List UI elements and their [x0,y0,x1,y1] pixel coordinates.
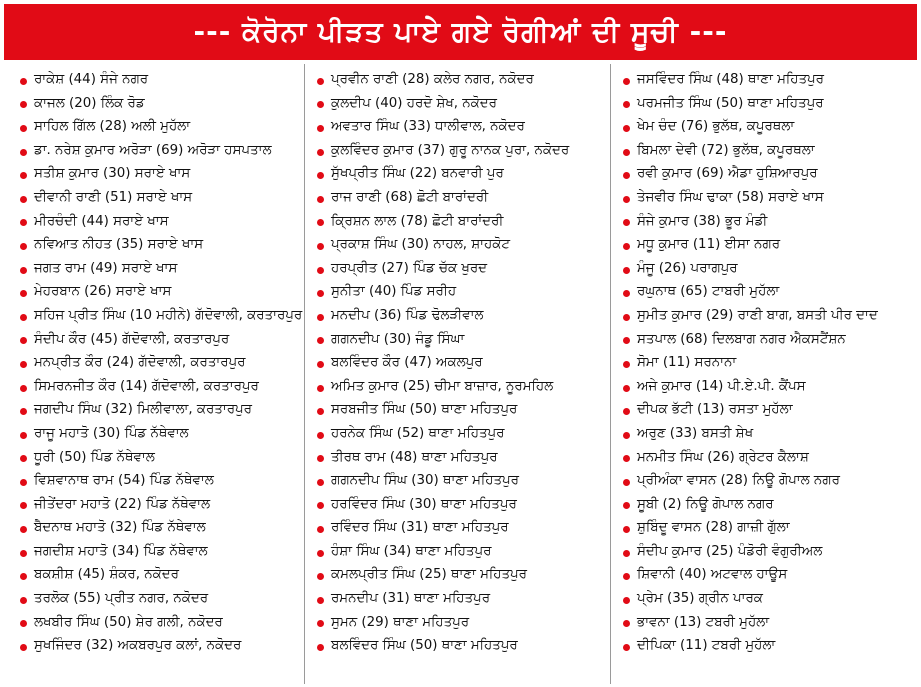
list-item [317,162,610,186]
bullet-icon [20,78,27,85]
bullet-icon [317,101,324,108]
bullet-icon [317,219,324,226]
list-item [623,469,917,493]
bullet-icon [317,597,324,604]
bullet-icon [317,243,324,250]
patient-entry: ਧੂਰੀ (50) ਪਿੰਡ ਨੱਥੇਵਾਲ [34,449,155,465]
bullet-icon [20,290,27,297]
patient-entry: ਜਗਦੀਪ ਸਿੰਘ (32) ਮਿਲੀਵਾਲਾ, ਕਰਤਾਰਪੁਰ [34,402,252,418]
patient-entry: ਸੰਜੇ ਕੁਮਾਰ (38) ਭੂਰ ਮੰਡੀ [637,213,768,229]
patient-list [20,64,304,658]
patient-entry: ਰਘੁਨਾਥ (65) ਟਾਬਰੀ ਮੁਹੱਲਾ [637,284,780,300]
patient-entry: ਸਿਮਰਨਜੀਤ ਕੌਰ (14) ਗੱਦੋਵਾਲੀ, ਕਰਤਾਰਪੁਰ [34,378,259,394]
list-item [623,422,917,446]
bullet-icon [20,101,27,108]
list-item [623,304,917,328]
list-item [317,233,610,257]
bullet-icon [623,219,630,226]
list-item [317,68,610,92]
patient-entry: ਰਵੀ ਕੁਮਾਰ (69) ਐਡਾ ਹੁਸ਼ਿਆਰਪੁਰ [637,166,818,182]
list-item [317,540,610,564]
bullet-icon [317,149,324,156]
list-item [317,516,610,540]
list-item [20,493,304,517]
list-item [317,92,610,116]
bullet-icon [317,502,324,509]
list-item [623,398,917,422]
list-item [20,375,304,399]
patient-list [623,64,917,658]
bullet-icon [20,385,27,392]
patient-entry: ਦੀਪਿਕਾ (11) ਟਬਰੀ ਮੁਹੱਲਾ [637,638,776,654]
list-item [317,375,610,399]
patient-entry: ਮੰਜੂ (26) ਪਰਾਗਪੁਰ [637,260,738,276]
patient-entry: ਸੁਖਜਿੰਦਰ (32) ਅਕਬਰਪੁਰ ਕਲਾਂ, ਨਕੋਦਰ [34,638,242,654]
list-item [317,469,610,493]
patient-entry: ਮਧੂ ਕੁਮਾਰ (11) ਈਸਾ ਨਗਰ [637,237,781,253]
list-item [623,257,917,281]
patient-entry: ਗਗਨਦੀਪ (30) ਜੰਡੂ ਸਿੰਘਾ [331,331,465,347]
bullet-icon [317,385,324,392]
patient-entry: ਤੀਰਥ ਰਾਮ (48) ਥਾਣਾ ਮਹਿਤਪੁਰ [331,449,498,465]
list-item [317,634,610,658]
list-item [623,540,917,564]
list-item [20,115,304,139]
patient-entry: ਕ੍ਰਿਸ਼ਨ ਲਾਲ (78) ਛੋਟੀ ਬਾਰਾਂਦਰੀ [331,213,504,229]
patient-entry: ਕੁਲਦੀਪ (40) ਹਰਦੋ ਸ਼ੇਖ, ਨਕੋਦਰ [331,95,497,111]
patient-entry: ਸੁਮਨ (29) ਥਾਣਾ ਮਹਿਤਪੁਰ [331,614,470,630]
bullet-icon [623,550,630,557]
bullet-icon [623,644,630,651]
list-item [20,516,304,540]
patient-entry: ਕਮਲਪ੍ਰੀਤ ਸਿੰਘ (25) ਥਾਣਾ ਮਹਿਤਪੁਰ [331,567,527,583]
list-item [623,516,917,540]
bullet-icon [20,502,27,509]
patient-entry: ਗਗਨਦੀਪ ਸਿੰਘ (30) ਥਾਣਾ ਮਹਿਤਪੁਰ [331,473,519,489]
bullet-icon [20,337,27,344]
column-2 [304,64,610,684]
patient-entry: ਮੀਰਚੰਦੀ (44) ਸਰਾਏ ਖਾਸ [34,213,169,229]
list-item [317,351,610,375]
bullet-icon [20,267,27,274]
patient-entry: ਮਨਪ੍ਰੀਤ ਕੌਰ (24) ਗੱਦੋਵਾਲੀ, ਕਰਤਾਰਪੁਰ [34,355,246,371]
bullet-icon [317,314,324,321]
bullet-icon [623,479,630,486]
bullet-icon [623,125,630,132]
list-item [20,257,304,281]
bullet-icon [623,337,630,344]
patient-entry: ਸਤਪਾਲ (68) ਦਿਲਬਾਗ ਨਗਰ ਐਕਸਟੈਂਸ਼ਨ [637,331,846,347]
list-item [20,280,304,304]
bullet-icon [623,526,630,533]
patient-entry: ਮੇਹਰਬਾਨ (26) ਸਰਾਏ ਖਾਸ [34,284,172,300]
list-item [317,280,610,304]
patient-entry: ਰਾਜ ਰਾਣੀ (68) ਛੋਟੀ ਬਾਰਾਂਦਰੀ [331,189,489,205]
list-item [20,469,304,493]
list-item [317,587,610,611]
patient-entry: ਪ੍ਰਕਾਸ਼ ਸਿੰਘ (30) ਨਾਹਲ, ਸ਼ਾਹਕੋਟ [331,237,510,253]
bullet-icon [623,172,630,179]
page-title: --- ਕੋਰੋਨਾ ਪੀੜਤ ਪਾਏ ਗਏ ਰੋਗੀਆਂ ਦੀ ਸੂਚੀ --- [193,15,728,48]
patient-entry: ਦੀਪਕ ਭੱਟੀ (13) ਰਸਤਾ ਮੁਹੱਲਾ [637,402,793,418]
list-item [623,611,917,635]
patient-entry: ਕੁਲਵਿੰਦਰ ਕੁਮਾਰ (37) ਗੁਰੂ ਨਾਨਕ ਪੁਰਾ, ਨਕੋਦਰ [331,142,570,158]
list-item [623,446,917,470]
list-item [317,115,610,139]
patient-entry: ਰਾਜੂ ਮਹਾਤੋ (30) ਪਿੰਡ ਨੱਥੇਵਾਲ [34,425,189,441]
list-item [623,375,917,399]
list-item [623,634,917,658]
bullet-icon [317,267,324,274]
bullet-icon [623,408,630,415]
list-item [317,493,610,517]
patient-entry: ਅਰੁਣ (33) ਬਸਤੀ ਸ਼ੇਖ [637,425,754,441]
list-item [20,351,304,375]
bullet-icon [20,361,27,368]
bullet-icon [317,573,324,580]
bullet-icon [317,479,324,486]
patient-entry: ਮਨਮੀਤ ਸਿੰਘ (26) ਗ੍ਰੇਟਰ ਕੈਲਾਸ਼ [637,449,809,465]
bullet-icon [317,644,324,651]
bullet-icon [20,597,27,604]
bullet-icon [20,219,27,226]
bullet-icon [20,243,27,250]
list-item [623,162,917,186]
patient-entry: ਭਾਵਨਾ (13) ਟਬਰੀ ਮੁਹੱਲਾ [637,614,770,630]
bullet-icon [623,455,630,462]
bullet-icon [623,243,630,250]
bullet-icon [317,125,324,132]
bullet-icon [20,314,27,321]
bullet-icon [623,502,630,509]
patient-entry: ਮਨਦੀਪ (36) ਪਿੰਡ ਢੋਲੜੀਵਾਲ [331,307,484,323]
bullet-icon [623,290,630,297]
bullet-icon [317,361,324,368]
list-item [20,587,304,611]
list-item [623,186,917,210]
bullet-icon [317,172,324,179]
list-item [317,257,610,281]
patient-entry: ਦੀਵਾਨੀ ਰਾਣੀ (51) ਸਰਾਏ ਖਾਸ [34,189,193,205]
list-item [623,351,917,375]
list-item [20,210,304,234]
bullet-icon [623,314,630,321]
patient-entry: ਨਵਿਆਤ ਨੀਹਤ (35) ਸਰਾਏ ਖਾਸ [34,237,204,253]
list-item [317,398,610,422]
list-item [317,304,610,328]
bullet-icon [623,196,630,203]
list-item [623,92,917,116]
list-item [623,115,917,139]
list-item [317,446,610,470]
patient-entry: ਸੁਮੀਤ ਕੁਮਾਰ (29) ਰਾਣੀ ਬਾਗ, ਬਸਤੀ ਪੀਰ ਦਾਦ [637,307,878,323]
patient-entry: ਸੰਦੀਪ ਕੌਰ (45) ਗੱਦੋਵਾਲੀ, ਕਰਤਾਰਪੁਰ [34,331,230,347]
bullet-icon [20,526,27,533]
list-item [20,92,304,116]
list-item [623,280,917,304]
patient-entry: ਹਰਨੇਕ ਸਿੰਘ (52) ਥਾਣਾ ਮਹਿਤਪੁਰ [331,425,505,441]
column-3 [610,64,917,684]
list-item [623,493,917,517]
patient-entry: ਬੈਦਨਾਥ ਮਹਾਤੋ (32) ਪਿੰਡ ਨੱਥੇਵਾਲ [34,520,206,536]
patient-entry: ਸੂਬੀ (2) ਨਿਊ ਗੋਪਾਲ ਨਗਰ [637,496,774,512]
list-item [317,422,610,446]
list-item [20,540,304,564]
patient-entry: ਰਾਕੇਸ਼ (44) ਸੰਜੇ ਨਗਰ [34,72,149,87]
patient-entry: ਰਵਿੰਦਰ ਸਿੰਘ (31) ਥਾਣਾ ਮਹਿਤਪੁਰ [331,520,509,536]
patient-entry: ਸਤੀਸ਼ ਕੁਮਾਰ (30) ਸਰਾਏ ਖਾਸ [34,166,191,182]
patient-entry: ਹੰਸ਼ਾ ਸਿੰਘ (34) ਥਾਣਾ ਮਹਿਤਪੁਰ [331,543,492,559]
patient-entry: ਬਲਵਿੰਦਰ ਸਿੰਘ (50) ਥਾਣਾ ਮਹਿਤਪੁਰ [331,638,518,654]
list-item [20,634,304,658]
list-item [20,563,304,587]
bullet-icon [317,196,324,203]
bullet-icon [623,78,630,85]
list-item [317,210,610,234]
bullet-icon [20,196,27,203]
patient-entry: ਅਮਿਤ ਕੁਮਾਰ (25) ਚੀਮਾ ਬਾਜ਼ਾਰ, ਨੂਰਮਹਿਲ [331,378,554,394]
bullet-icon [317,620,324,627]
patient-entry: ਵਿਸ਼ਵਾਨਾਥ ਰਾਮ (54) ਪਿੰਡ ਨੱਥੇਵਾਲ [34,473,214,489]
patient-entry: ਸੁੱਖਪ੍ਰੀਤ ਸਿੰਘ (22) ਬਨਵਾਰੀ ਪੁਰ [331,166,504,182]
patient-entry: ਸੁਨੀਤਾ (40) ਪਿੰਡ ਸਰੀਹ [331,284,457,300]
bullet-icon [623,620,630,627]
patient-entry: ਅਜੇ ਕੁਮਾਰ (14) ਪੀ.ਏ.ਪੀ. ਕੈਂਪਸ [637,378,806,394]
list-item [317,328,610,352]
bullet-icon [317,408,324,415]
patient-list-columns [4,64,917,684]
list-item [623,68,917,92]
patient-entry: ਸਾਹਿਲ ਗਿੱਲ (28) ਅਲੀ ਮੁਹੱਲਾ [34,119,191,135]
patient-entry: ਹਰਪ੍ਰੀਤ (27) ਪਿੰਡ ਚੱਕ ਖੁਰਦ [331,260,488,276]
patient-entry: ਬਲਵਿੰਦਰ ਕੌਰ (47) ਅਕਲਪੁਰ [331,355,483,371]
patient-entry: ਸੋਮਾ (11) ਸਰਨਾਨਾ [637,355,737,371]
list-item [20,68,304,92]
patient-entry: ਰਮਨਦੀਪ (31) ਥਾਣਾ ਮਹਿਤਪੁਰ [331,591,490,607]
patient-entry: ਹਰਵਿੰਦਰ ਸਿੰਘ (30) ਥਾਣਾ ਮਹਿਤਪੁਰ [331,496,517,512]
bullet-icon [317,432,324,439]
patient-entry: ਤਰਲੋਕ (55) ਪ੍ਰੀਤ ਨਗਰ, ਨਕੋਦਰ [34,591,209,607]
list-item [623,587,917,611]
list-item [317,139,610,163]
patient-entry: ਅਵਤਾਰ ਸਿੰਘ (33) ਧਾਲੀਵਾਲ, ਨਕੋਦਰ [331,119,525,135]
bullet-icon [20,455,27,462]
patient-entry: ਖੇਮ ਚੰਦ (76) ਭੁਲੱਥ, ਕਪੂਰਥਲਾ [637,119,795,135]
patient-entry: ਪ੍ਰੇਮ (35) ਗ੍ਰੀਨ ਪਾਰਕ [637,591,763,607]
bullet-icon [20,149,27,156]
bullet-icon [317,550,324,557]
list-item [623,563,917,587]
list-item [20,328,304,352]
bullet-icon [623,385,630,392]
bullet-icon [623,597,630,604]
list-item [20,611,304,635]
bullet-icon [20,573,27,580]
list-item [20,162,304,186]
patient-entry: ਸ਼ਿਵਾਨੀ (40) ਅਟਵਾਲ ਹਾਊਸ [637,567,788,583]
patient-entry: ਜਸਵਿੰਦਰ ਸਿੰਘ (48) ਥਾਣਾ ਮਹਿਤਪੁਰ [637,72,824,87]
bullet-icon [623,361,630,368]
bullet-icon [20,125,27,132]
patient-entry: ਸ਼ੁਬਿੰਦੂ ਵਾਸਨ (28) ਗਾਜ਼ੀ ਗੁੱਲਾ [637,520,790,536]
patient-entry: ਡਾ. ਨਰੇਸ਼ ਕੁਮਾਰ ਅਰੋੜਾ (69) ਅਰੋੜਾ ਹਸਪਤਾਲ [34,142,272,158]
list-item [20,139,304,163]
patient-entry: ਜਗਦੀਸ਼ ਮਹਾਤੋ (34) ਪਿੰਡ ਨੱਥੇਵਾਲ [34,543,208,559]
list-item [20,446,304,470]
bullet-icon [623,267,630,274]
list-item [20,233,304,257]
list-item [20,398,304,422]
patient-entry: ਕਾਜਲ (20) ਲਿੰਕ ਰੋਡ [34,95,145,111]
list-item [623,210,917,234]
bullet-icon [317,290,324,297]
patient-entry: ਪਰਮਜੀਤ ਸਿੰਘ (50) ਥਾਣਾ ਮਹਿਤਪੁਰ [637,95,824,111]
list-item [20,186,304,210]
bullet-icon [317,455,324,462]
bullet-icon [317,337,324,344]
column-1 [4,64,304,684]
bullet-icon [623,101,630,108]
patient-entry: ਜਗਤ ਰਾਮ (49) ਸਰਾਏ ਖਾਸ [34,260,178,276]
bullet-icon [317,78,324,85]
list-item [317,563,610,587]
bullet-icon [20,408,27,415]
list-item [20,422,304,446]
bullet-icon [623,573,630,580]
list-item [623,139,917,163]
list-item [20,304,304,328]
patient-list [317,64,610,658]
list-item [317,611,610,635]
bullet-icon [20,432,27,439]
bullet-icon [317,526,324,533]
patient-entry: ਪ੍ਰਵੀਨ ਰਾਣੀ (28) ਕਲੇਰ ਨਗਰ, ਨਕੋਦਰ [331,72,534,87]
header-banner [4,4,917,60]
list-item [623,328,917,352]
patient-entry: ਬਿਮਲਾ ਦੇਵੀ (72) ਭੁਲੱਥ, ਕਪੂਰਥਲਾ [637,142,815,158]
patient-entry: ਸੰਦੀਪ ਕੁਮਾਰ (25) ਪੰਡੋਰੀ ਵੰਗੁਰੀਅਲ [637,543,823,559]
patient-entry: ਤੇਜਵੀਰ ਸਿੰਘ ਢਾਕਾ (58) ਸਰਾਏ ਖਾਸ [637,189,824,205]
bullet-icon [20,644,27,651]
patient-entry: ਬਕਸ਼ੀਸ਼ (45) ਸ਼ੰਕਰ, ਨਕੋਦਰ [34,567,179,583]
list-item [623,233,917,257]
list-item [317,186,610,210]
patient-entry: ਸਰਬਜੀਤ ਸਿੰਘ (50) ਥਾਣਾ ਮਹਿਤਪੁਰ [331,402,518,418]
patient-entry: ਸਹਿਜ ਪ੍ਰੀਤ ਸਿੰਘ (10 ਮਹੀਨੇ) ਗੱਦੋਵਾਲੀ, ਕਰਤਾਰਪੁਰ [34,307,303,323]
bullet-icon [20,479,27,486]
bullet-icon [20,550,27,557]
bullet-icon [20,620,27,627]
patient-entry: ਪ੍ਰੀਅੰਕਾ ਵਾਸਨ (28) ਨਿਊ ਗੋਪਾਲ ਨਗਰ [637,473,840,489]
patient-entry: ਜੀਤੇਂਦਰਾ ਮਹਾਤੋ (22) ਪਿੰਡ ਨੱਥੇਵਾਲ [34,496,211,512]
bullet-icon [623,149,630,156]
patient-entry: ਲਖਬੀਰ ਸਿੰਘ (50) ਸ਼ੇਰ ਗਲੀ, ਨਕੋਦਰ [34,614,223,630]
bullet-icon [20,172,27,179]
bullet-icon [623,432,630,439]
